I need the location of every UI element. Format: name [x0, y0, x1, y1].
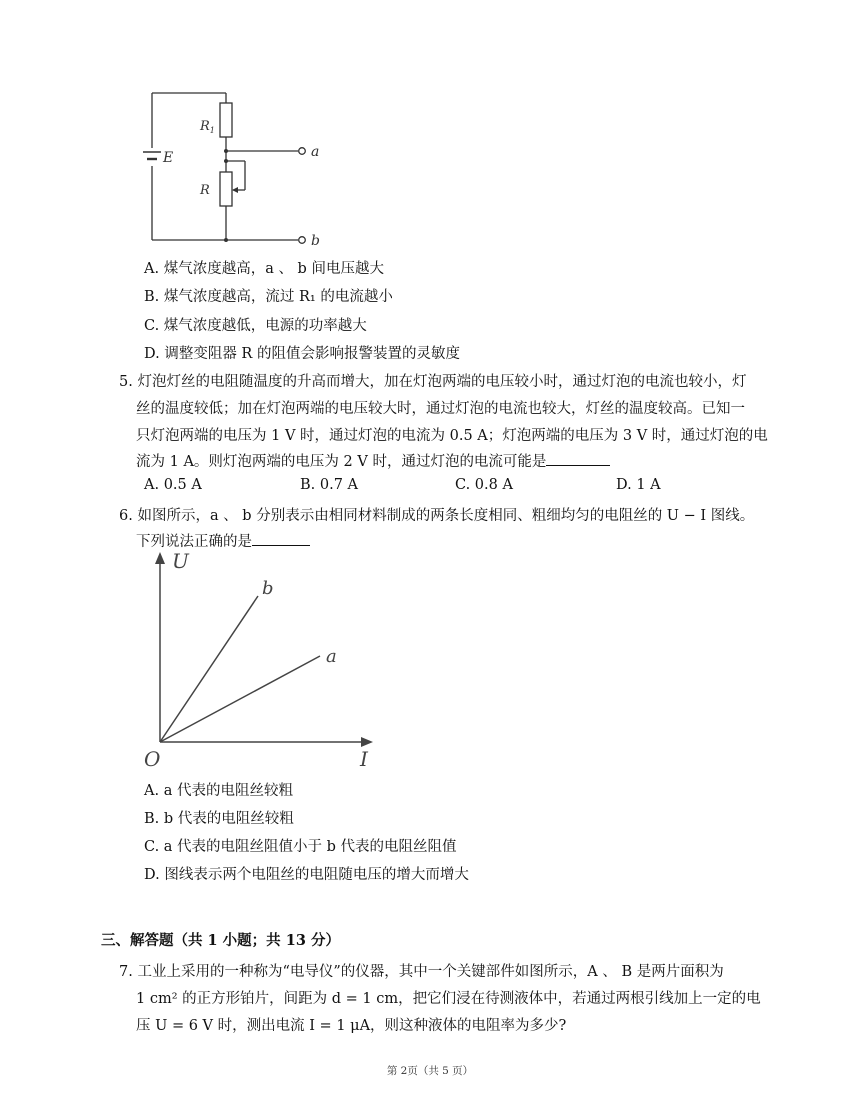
label-a: a: [311, 144, 320, 160]
series-label-a: a: [326, 646, 337, 667]
label-e: E: [163, 150, 174, 166]
label-r1: $R_1$: [200, 119, 215, 135]
ui-graph: [140, 546, 380, 772]
q4-option-a: A. 煤气浓度越高，a 、 b 间电压越大: [144, 261, 384, 277]
q6-line-1: 6. 如图所示，a 、 b 分别表示由相同材料制成的两条长度相同、粗细均匀的电阻丝的 U − I 图线。: [119, 508, 755, 524]
axis-label-u: U: [172, 549, 189, 573]
q4-option-d: D. 调整变阻器 R 的阻值会影响报警装置的灵敏度: [144, 346, 460, 362]
q6-option-d: D. 图线表示两个电阻丝的电阻随电压的增大而增大: [144, 867, 469, 883]
q6-option-c: C. a 代表的电阻丝阻值小于 b 代表的电阻丝阻值: [144, 839, 457, 855]
q6-option-b: B. b 代表的电阻丝较粗: [144, 811, 294, 827]
q7-line-2: 1 cm² 的正方形铂片，间距为 d = 1 cm，把它们浸在待测液体中，若通过两根引线加上一定的电: [136, 991, 761, 1007]
section-title: 三、解答题（共 1 小题；共 13 分）: [101, 932, 340, 949]
q5-option-b: B. 0.7 A: [300, 477, 359, 493]
label-r: R: [200, 183, 210, 198]
q6-option-a: A. a 代表的电阻丝较粗: [144, 783, 293, 799]
q5-line-1: 5. 灯泡灯丝的电阻随温度的升高而增大，加在灯泡两端的电压较小时，通过灯泡的电流也较小，灯: [119, 374, 747, 390]
q6-line-2-text: 下列说法正确的是: [136, 534, 252, 550]
q5-option-d: D. 1 A: [616, 477, 661, 493]
q5-line-2: 丝的温度较低；加在灯泡两端的电压较大时，通过灯泡的电流也较大，灯丝的温度较高。已知一: [136, 401, 745, 417]
q5-option-c: C. 0.8 A: [455, 477, 513, 493]
q5-line-4-text: 流为 1 A。则灯泡两端的电压为 2 V 时，通过灯泡的电流可能是: [136, 454, 547, 470]
answer-blank: [546, 451, 610, 466]
answer-blank: [252, 531, 310, 546]
line-b: [160, 596, 258, 742]
axis-label-i: I: [360, 747, 368, 771]
q7-line-3: 压 U = 6 V 时，测出电流 I = 1 μA，则这种液体的电阻率为多少?: [136, 1018, 567, 1034]
circuit-diagram: [140, 86, 340, 251]
series-label-b: b: [262, 578, 274, 599]
q5-option-a: A. 0.5 A: [144, 477, 202, 493]
q4-option-b: B. 煤气浓度越高，流过 R₁ 的电流越小: [144, 289, 393, 305]
line-a: [160, 656, 320, 742]
label-b: b: [311, 233, 320, 249]
q5-options: [144, 477, 764, 497]
q5-line-3: 只灯泡两端的电压为 1 V 时，通过灯泡的电流为 0.5 A；灯泡两端的电压为 3 V 时，通过灯泡的电: [136, 428, 768, 444]
origin-label: O: [144, 747, 161, 771]
q4-option-c: C. 煤气浓度越低，电源的功率越大: [144, 318, 367, 334]
page-footer: 第 2页（共 5 页）: [386, 1065, 474, 1077]
q5-line-4: [136, 450, 610, 471]
q7-line-1: 7. 工业上采用的一种称为“电导仪”的仪器，其中一个关键部件如图所示，A 、 B 是两片面积为: [119, 964, 724, 980]
